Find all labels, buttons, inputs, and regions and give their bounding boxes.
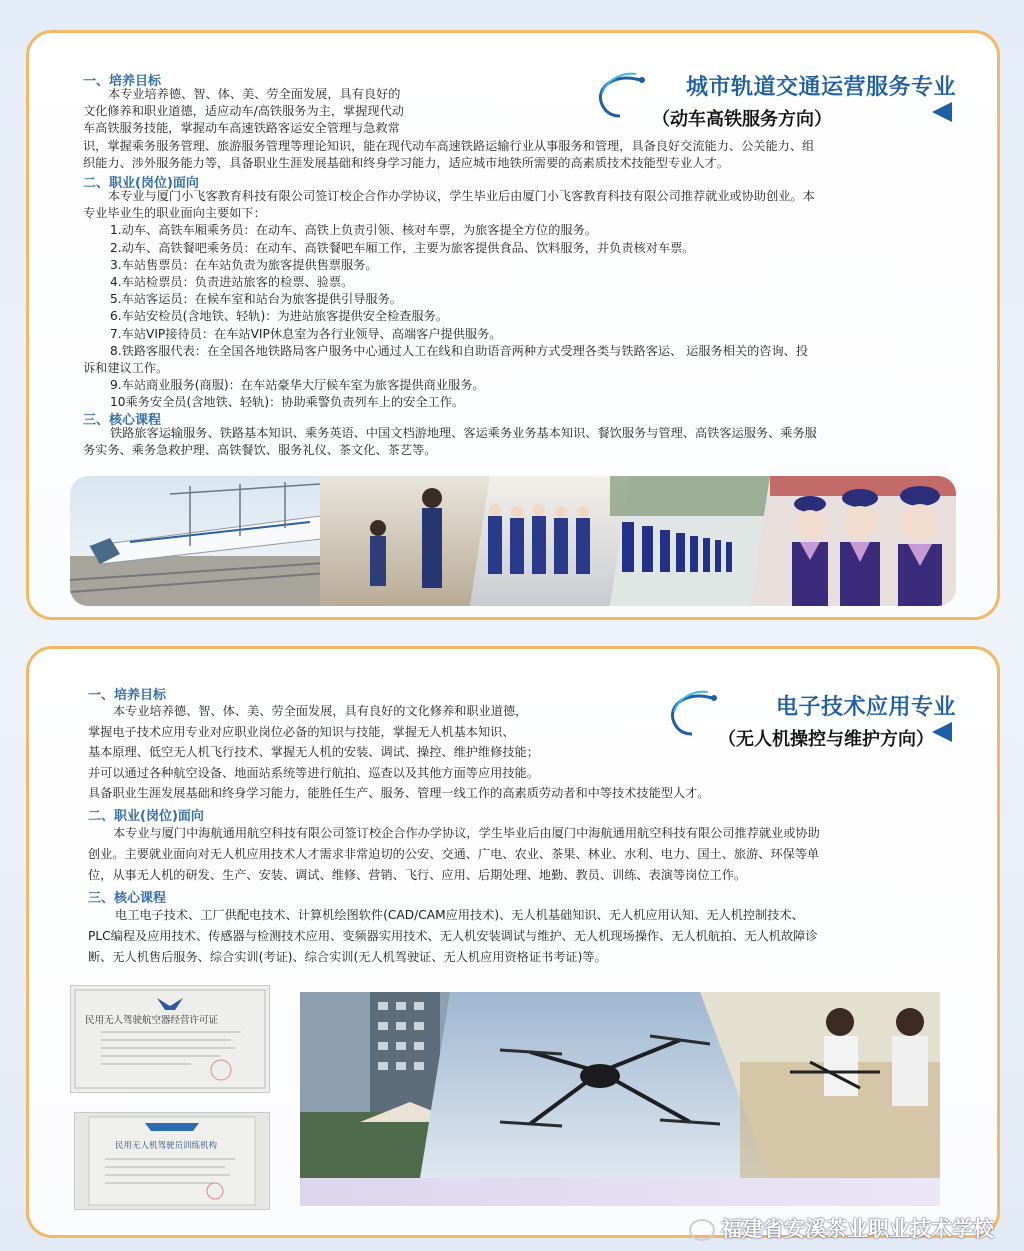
rail-heading-goals: 一、培养目标 [83,74,162,89]
text-line: 织能力、涉外服务能力等，具备职业生涯发展基础和终身学习能力，适应城市地铁所需要的高素质技术技能型专业人才。 [83,155,729,170]
text-line: PLC编程及应用技术、传感器与检测技术应用、变频器实用技术、无人机安装调试与维护、无人机现场操作、无人机航拍、无人机故障诊 [88,929,818,943]
text-line: 本专业与厦门小飞客教育科技有限公司签订校企合作办学协议，学生毕业后由厦门小飞客教育科技有限公司推荐就业或协助创业。本 [108,189,815,203]
list-item: 诉和建议工作。 [83,361,169,376]
text-line: 本专业培养德、智、体、美、劳全面发展，具有良好的文化修养和职业道德， [113,704,528,718]
text-line: 基本原理、低空无人机飞行技术、掌握无人机的安装、调试、操控、维护维修技能； [88,745,539,759]
triangle-pointer-icon [932,102,952,122]
text-line: 电工电子技术、工厂供配电技术、计算机绘图软件(CAD/CAM应用技术)、无人机基础知识、无人机应用认知、无人机控制技术、 [115,908,804,922]
text-line: 识，掌握乘务服务管理、旅游服务管理等理论知识，能在现代动车高速铁路运输行业从事服务和管理，具备良好交流能力、公关能力、组 [83,138,815,153]
electronics-heading-courses: 三、核心课程 [88,891,167,906]
rail-program-title: 城市轨道交通运营服务专业 [685,75,956,100]
watermark-text: 福建省安溪茶业职业技术学校 [721,1217,994,1241]
text-line: 本专业与厦门中海航通用航空科技有限公司签订校企合作办学协议，学生毕业后由厦门中海航通用航空科技有限公司推荐就业或协助 [113,826,820,840]
list-item: 2.动车、高铁餐吧乘务员：在动车、高铁餐吧车厢工作，主要为旅客提供食品、饮料服务，并负责核对车票。 [110,240,695,255]
list-item: 9.车站商业服务(商服)：在车站豪华大厅候车室为旅客提供商业服务。 [110,378,485,393]
electronics-program-subtitle: （无人机操控与维护方向） [718,729,934,750]
rail-career-text [83,188,815,412]
drone-photo-collage [300,992,940,1206]
electronics-goals-text [88,701,710,804]
list-item: 5.车站客运员：在候车室和站台为旅客提供引导服务。 [110,292,402,307]
school-watermark [689,1213,994,1243]
eagle-emblem-icon [71,986,269,1092]
list-item: 3.车站售票员：在车站负责为旅客提供售票服务。 [110,257,378,272]
electronics-courses-text [88,905,818,968]
text-line: 车高铁服务技能，掌握动车高速铁路客运安全管理与急救常 [83,121,400,136]
list-item: 7.车站VIP接待员：在车站VIP休息室为各行业领导、高端客户提供服务。 [110,326,502,341]
text-line: 本专业培养德、智、体、美、劳全面发展，具有良好的 [108,87,401,101]
rail-goals-text [83,86,814,172]
text-line: 掌握电子技术应用专业对应职业岗位必备的知识与技能，掌握无人机基本知识、 [88,724,515,739]
certificate-title: 民用无人驾驶航空器经营许可证 [85,1015,219,1026]
rail-courses-text [83,425,817,459]
rail-program-subtitle: （动车高铁服务方向） [652,109,832,130]
text-line: 并可以通过各种航空设备、地面站系统等进行航拍、巡查以及其他方面等应用技能。 [88,765,539,780]
training-certificate-image [74,1112,270,1210]
list-item: 10乘务安全员(含地铁、轻轨)：协助乘警负责列车上的安全工作。 [110,395,465,410]
electronics-career-text [88,823,820,886]
list-item: 8.铁路客服代表：在全国各地铁路局客户服务中心通过人工在线和自助语音两种方式受理各类与铁路客运、 运服务相关的咨询、投 [110,343,809,358]
aopa-logo-icon [75,1113,269,1209]
electronics-heading-career: 二、职业(岗位)面向 [88,809,204,824]
text-line: 专业毕业生的职业面向主要如下： [83,206,266,221]
rail-heading-career: 二、职业(岗位)面向 [83,176,199,191]
text-line: 具备职业生涯发展基础和终身学习能力，能胜任生产、服务、管理一线工作的高素质劳动者和中等技术技能型人才。 [88,786,710,800]
list-item: 4.车站检票员：负责进站旅客的检票、验票。 [110,275,354,290]
rail-photo-strip [70,476,956,606]
license-certificate-image [70,985,270,1093]
chat-bubble-icon [689,1219,715,1241]
list-item: 1.动车、高铁车厢乘务员：在动车、高铁上负责引领、核对车票，为旅客提全方位的服务。 [110,223,597,238]
triangle-pointer-icon [932,722,952,742]
electronics-program-title: 电子技术应用专业 [775,695,956,720]
list-item: 6.车站安检员(含地铁、轻轨)：为进站旅客提供安全检查服务。 [110,309,449,324]
text-line: 位，从事无人机的研发、生产、安装、调试、维修、营销、飞行、应用、后期处理、地勤、教员、训练、表演等岗位工作。 [88,868,747,882]
text-line: 铁路旅客运输服务、铁路基本知识、乘务英语、中国文档游地理、客运乘务业务基本知识、餐饮服务与管理、高铁客运服务、乘务服 [110,426,817,440]
text-line: 断、无人机售后服务、综合实训(考证)、综合实训(无人机驾驶证、无人机应用资格证书考证)等。 [88,950,607,964]
electronics-heading-goals: 一、培养目标 [88,688,167,703]
text-line: 创业。主要就业面向对无人机应用技术人才需求非常迫切的公安、交通、广电、农业、茶果、林业、水利、电力、国土、旅游、环保等单 [88,847,820,861]
text-line: 务实务、乘务急救护理、高铁餐饮、服务礼仪、茶文化、茶艺等。 [83,443,437,458]
rail-heading-courses: 三、核心课程 [83,413,162,428]
certificate-title: 民用无人机驾驶员训练机构 [115,1141,218,1151]
text-line: 文化修养和职业道德，适应动车/高铁服务为主，掌握现代动 [83,104,404,119]
